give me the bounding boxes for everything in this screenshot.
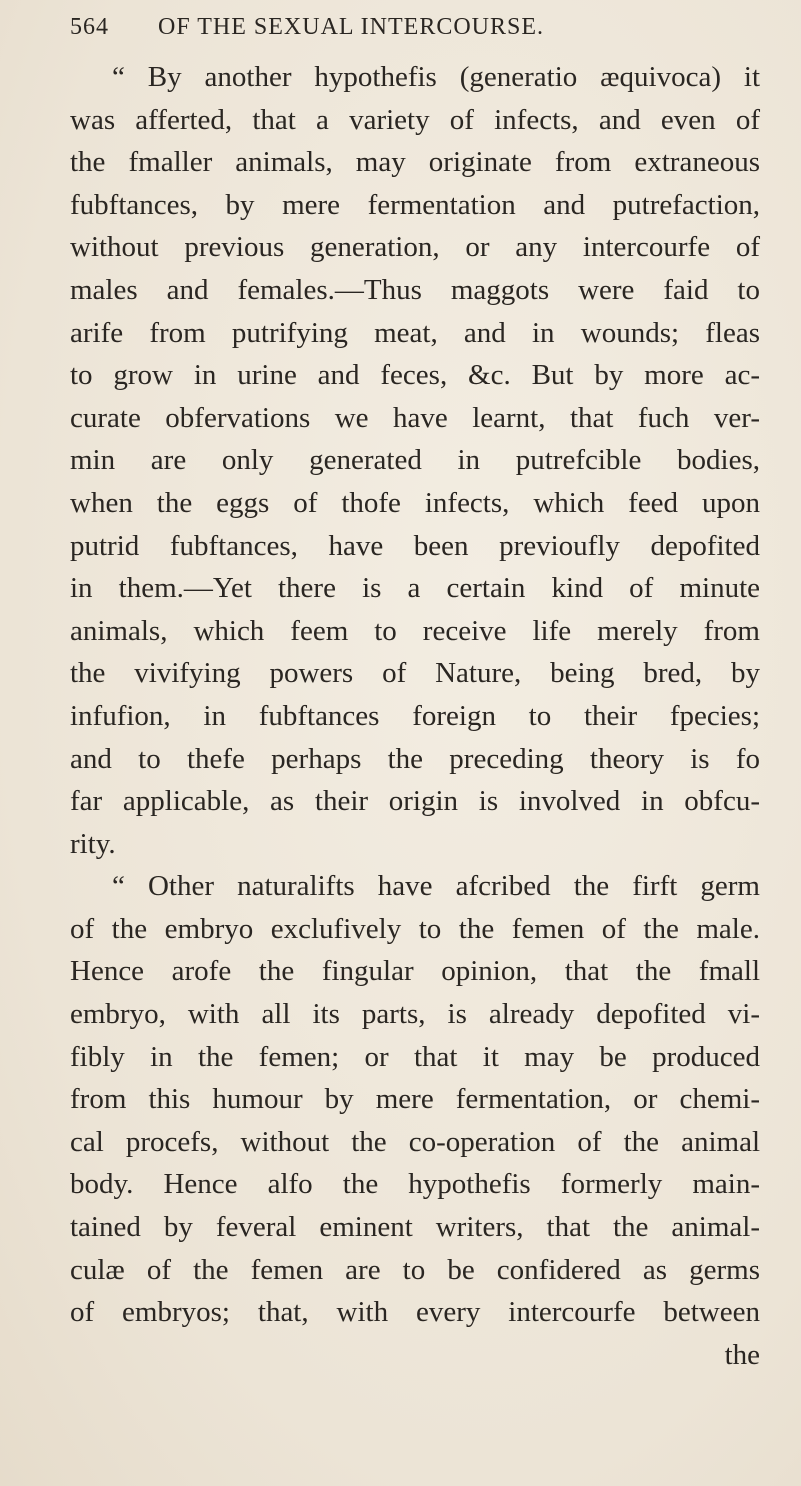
text-line: body. Hence alfo the hypothefis formerly main- — [70, 1168, 760, 1201]
text-line: culæ of the femen are to be confidered as germs — [70, 1253, 760, 1286]
text-line: when the eggs of thofe infects, which feed upon — [70, 486, 760, 519]
text-line: embryo, with all its parts, is already depofited vi- — [70, 998, 760, 1031]
catchword: the — [724, 1338, 760, 1371]
text-line: and to thefe perhaps the preceding theory is fo — [70, 742, 760, 775]
text-line: “ By another hypothefis (generatio æquivoca) it — [112, 61, 760, 93]
running-header — [70, 14, 761, 41]
text-line: putrid fubftances, have been previoufly depofited — [70, 529, 760, 562]
text-line: “ Other naturalifts have afcribed the firft germ — [112, 870, 760, 903]
text-line: fubftances, by mere fermentation and putrefaction, — [70, 188, 760, 221]
text-line: far applicable, as their origin is involved in obfcu- — [70, 785, 760, 818]
text-line: tained by feveral eminent writers, that the animal- — [70, 1211, 760, 1244]
text-line: was afferted, that a variety of infects, and even of — [70, 103, 760, 136]
text-line: cal procefs, without the co-operation of the animal — [70, 1125, 760, 1158]
text-line: the vivifying powers of Nature, being bred, by — [70, 657, 760, 690]
text-line: from this humour by mere fermentation, or chemi- — [70, 1083, 760, 1116]
text-line: of embryos; that, with every intercourfe between — [70, 1296, 760, 1329]
text-line: arife from putrifying meat, and in wounds; fleas — [70, 316, 760, 349]
text-line: fibly in the femen; or that it may be produced — [70, 1040, 760, 1073]
text-line: of the embryo exclufively to the femen of the male. — [70, 912, 760, 945]
text-line: Hence arofe the fingular opinion, that the fmall — [70, 955, 760, 988]
text-line: curate obfervations we have learnt, that fuch ver- — [70, 401, 760, 434]
text-line: animals, which feem to receive life merely from — [70, 614, 760, 647]
body-text — [70, 56, 760, 1376]
text-line: males and females.—Thus maggots were faid to — [70, 273, 760, 306]
text-line: min are only generated in putrefcible bodies, — [70, 444, 760, 477]
text-line: in them.—Yet there is a certain kind of minute — [70, 572, 760, 605]
text-line: the fmaller animals, may originate from extraneous — [70, 146, 760, 179]
running-title: OF THE SEXUAL INTERCOURSE. — [158, 14, 545, 40]
text-line: rity. — [70, 827, 116, 860]
text-line: infufion, in fubftances foreign to their fpecies; — [70, 699, 760, 732]
text-line: without previous generation, or any intercourfe of — [70, 231, 760, 264]
text-line: to grow in urine and feces, &c. But by more ac- — [70, 359, 760, 392]
page-number: 564 — [70, 14, 109, 40]
